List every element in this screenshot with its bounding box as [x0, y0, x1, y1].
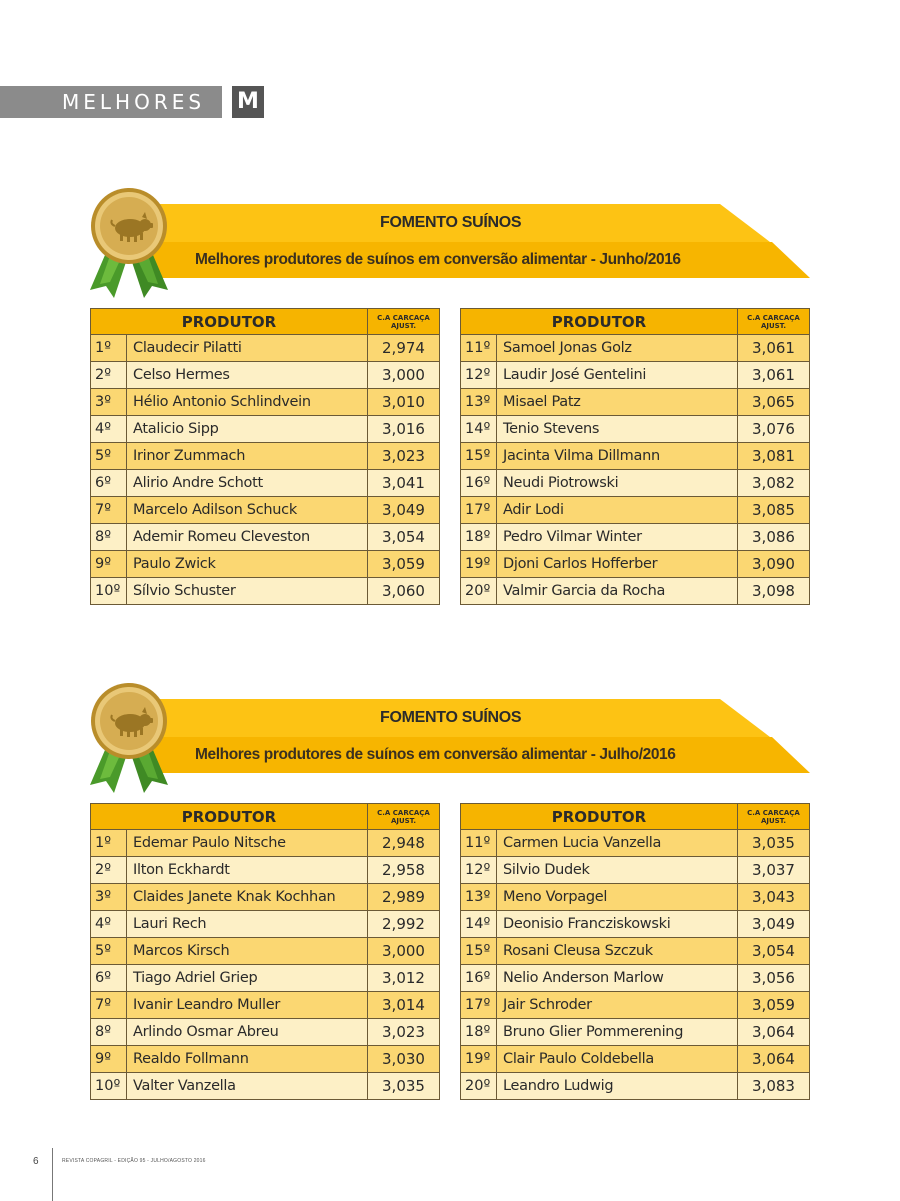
producer-name-cell: Marcos Kirsch	[127, 938, 368, 965]
table-row	[461, 470, 810, 497]
rank-cell: 15º	[461, 938, 497, 965]
table-row	[91, 416, 440, 443]
ranking-table-right	[460, 308, 810, 605]
rank-cell: 8º	[91, 524, 127, 551]
producer-name-cell: Jair Schroder	[497, 992, 738, 1019]
rank-cell: 19º	[461, 1046, 497, 1073]
producer-name-cell: Nelio Anderson Marlow	[497, 965, 738, 992]
producer-name-cell: Alirio Andre Schott	[127, 470, 368, 497]
rank-cell: 13º	[461, 389, 497, 416]
rank-cell: 14º	[461, 416, 497, 443]
rank-cell: 17º	[461, 992, 497, 1019]
rank-cell: 5º	[91, 938, 127, 965]
footer-divider	[52, 1148, 53, 1201]
rank-cell: 7º	[91, 497, 127, 524]
table-row	[461, 497, 810, 524]
column-header-produtor: PRODUTOR	[91, 309, 368, 335]
ca-value-cell: 2,974	[368, 335, 440, 362]
ca-value-cell: 3,023	[368, 443, 440, 470]
table-row	[461, 443, 810, 470]
producer-name-cell: Marcelo Adilson Schuck	[127, 497, 368, 524]
table-row	[461, 578, 810, 605]
table-row	[91, 857, 440, 884]
producer-name-cell: Clair Paulo Coldebella	[497, 1046, 738, 1073]
producer-name-cell: Djoni Carlos Hofferber	[497, 551, 738, 578]
ca-value-cell: 3,082	[738, 470, 810, 497]
producer-name-cell: Bruno Glier Pommerening	[497, 1019, 738, 1046]
rank-cell: 3º	[91, 389, 127, 416]
producer-name-cell: Atalicio Sipp	[127, 416, 368, 443]
rank-cell: 12º	[461, 362, 497, 389]
rank-cell: 20º	[461, 1073, 497, 1100]
table-row	[91, 911, 440, 938]
producer-name-cell: Arlindo Osmar Abreu	[127, 1019, 368, 1046]
column-header-ca-line2: AJUST.	[760, 816, 787, 825]
column-header-produtor: PRODUTOR	[461, 309, 738, 335]
table-row	[461, 551, 810, 578]
section-title: MELHORES	[62, 90, 206, 114]
ca-value-cell: 3,014	[368, 992, 440, 1019]
ca-value-cell: 3,030	[368, 1046, 440, 1073]
ca-value-cell: 3,000	[368, 362, 440, 389]
ca-value-cell: 3,090	[738, 551, 810, 578]
medal-pig-icon	[88, 681, 170, 801]
producer-name-cell: Adir Lodi	[497, 497, 738, 524]
table-row	[91, 938, 440, 965]
table-row	[91, 524, 440, 551]
table-row	[91, 551, 440, 578]
rank-cell: 6º	[91, 965, 127, 992]
table-row	[461, 965, 810, 992]
banner-subtitle: Melhores produtores de suínos em conversão alimentar - Julho/2016	[195, 746, 676, 763]
table-row	[461, 362, 810, 389]
rank-cell: 1º	[91, 335, 127, 362]
column-header-ca-line2: AJUST.	[760, 321, 787, 330]
ca-value-cell: 3,056	[738, 965, 810, 992]
rank-cell: 16º	[461, 470, 497, 497]
table-row	[461, 884, 810, 911]
ca-value-cell: 3,041	[368, 470, 440, 497]
producer-name-cell: Claudecir Pilatti	[127, 335, 368, 362]
ca-value-cell: 3,083	[738, 1073, 810, 1100]
producer-name-cell: Ademir Romeu Cleveston	[127, 524, 368, 551]
rank-cell: 14º	[461, 911, 497, 938]
rank-cell: 1º	[91, 830, 127, 857]
ca-value-cell: 3,059	[368, 551, 440, 578]
banner-subtitle: Melhores produtores de suínos em conversão alimentar - Junho/2016	[195, 251, 681, 268]
table-row	[461, 830, 810, 857]
table-row	[461, 938, 810, 965]
rank-cell: 11º	[461, 335, 497, 362]
ca-value-cell: 3,054	[738, 938, 810, 965]
rank-cell: 3º	[91, 884, 127, 911]
rank-cell: 8º	[91, 1019, 127, 1046]
rank-cell: 18º	[461, 1019, 497, 1046]
table-row	[461, 1073, 810, 1100]
ca-value-cell: 3,012	[368, 965, 440, 992]
banner-title: FOMENTO SUÍNOS	[380, 214, 522, 231]
rank-cell: 12º	[461, 857, 497, 884]
ca-value-cell: 2,958	[368, 857, 440, 884]
ca-value-cell: 3,035	[738, 830, 810, 857]
column-header-ca-line2: AJUST.	[390, 816, 417, 825]
column-header-ca	[368, 309, 440, 335]
producer-name-cell: Silvio Dudek	[497, 857, 738, 884]
ca-value-cell: 3,085	[738, 497, 810, 524]
ca-value-cell: 3,064	[738, 1019, 810, 1046]
ca-value-cell: 3,060	[368, 578, 440, 605]
ranking-block	[0, 204, 900, 600]
ca-value-cell: 3,043	[738, 884, 810, 911]
ca-value-cell: 3,061	[738, 362, 810, 389]
table-row	[91, 830, 440, 857]
ca-value-cell: 3,098	[738, 578, 810, 605]
producer-name-cell: Neudi Piotrowski	[497, 470, 738, 497]
table-row	[91, 389, 440, 416]
column-header-produtor: PRODUTOR	[91, 804, 368, 830]
column-header-ca-line1: C.A CARCAÇA	[377, 313, 430, 322]
producer-name-cell: Lauri Rech	[127, 911, 368, 938]
producer-name-cell: Tiago Adriel Griep	[127, 965, 368, 992]
table-row	[461, 389, 810, 416]
table-row	[91, 497, 440, 524]
producer-name-cell: Pedro Vilmar Winter	[497, 524, 738, 551]
table-row	[461, 416, 810, 443]
table-row	[91, 1019, 440, 1046]
rank-cell: 20º	[461, 578, 497, 605]
producer-name-cell: Valmir Garcia da Rocha	[497, 578, 738, 605]
ca-value-cell: 3,059	[738, 992, 810, 1019]
table-row	[91, 1046, 440, 1073]
rank-cell: 11º	[461, 830, 497, 857]
table-row	[461, 857, 810, 884]
rank-cell: 16º	[461, 965, 497, 992]
rank-cell: 19º	[461, 551, 497, 578]
ca-value-cell: 3,064	[738, 1046, 810, 1073]
rank-cell: 7º	[91, 992, 127, 1019]
rank-cell: 15º	[461, 443, 497, 470]
producer-name-cell: Meno Vorpagel	[497, 884, 738, 911]
table-row	[91, 1073, 440, 1100]
producer-name-cell: Laudir José Gentelini	[497, 362, 738, 389]
ranking-table-left	[90, 803, 440, 1100]
banner-title: FOMENTO SUÍNOS	[380, 709, 522, 726]
table-row	[461, 1046, 810, 1073]
producer-name-cell: Ilton Eckhardt	[127, 857, 368, 884]
ca-value-cell: 3,061	[738, 335, 810, 362]
ca-value-cell: 3,049	[368, 497, 440, 524]
rank-cell: 9º	[91, 551, 127, 578]
table-row	[461, 992, 810, 1019]
footer-publication: REVISTA COPAGRIL - EDIÇÃO 95 - JULHO/AGOSTO 2016	[62, 1158, 206, 1164]
ca-value-cell: 3,086	[738, 524, 810, 551]
rank-cell: 4º	[91, 416, 127, 443]
ca-value-cell: 3,065	[738, 389, 810, 416]
rank-cell: 6º	[91, 470, 127, 497]
ca-value-cell: 3,049	[738, 911, 810, 938]
rank-cell: 2º	[91, 362, 127, 389]
producer-name-cell: Carmen Lucia Vanzella	[497, 830, 738, 857]
table-row	[461, 335, 810, 362]
producer-name-cell: Tenio Stevens	[497, 416, 738, 443]
producer-name-cell: Realdo Follmann	[127, 1046, 368, 1073]
ca-value-cell: 3,054	[368, 524, 440, 551]
producer-name-cell: Leandro Ludwig	[497, 1073, 738, 1100]
table-row	[461, 1019, 810, 1046]
table-row	[91, 362, 440, 389]
ca-value-cell: 2,948	[368, 830, 440, 857]
producer-name-cell: Deonisio Francziskowski	[497, 911, 738, 938]
table-row	[461, 911, 810, 938]
ca-value-cell: 2,989	[368, 884, 440, 911]
column-header-ca-line1: C.A CARCAÇA	[747, 808, 800, 817]
rank-cell: 4º	[91, 911, 127, 938]
table-row	[91, 884, 440, 911]
rank-cell: 9º	[91, 1046, 127, 1073]
ranking-table-left	[90, 308, 440, 605]
ca-value-cell: 3,010	[368, 389, 440, 416]
producer-name-cell: Ivanir Leandro Muller	[127, 992, 368, 1019]
medal-pig-icon	[88, 186, 170, 306]
table-row	[91, 992, 440, 1019]
producer-name-cell: Misael Patz	[497, 389, 738, 416]
ca-value-cell: 3,037	[738, 857, 810, 884]
rank-cell: 18º	[461, 524, 497, 551]
column-header-ca-line1: C.A CARCAÇA	[377, 808, 430, 817]
rank-cell: 10º	[91, 1073, 127, 1100]
rank-cell: 13º	[461, 884, 497, 911]
table-row	[91, 470, 440, 497]
page-number: 6	[33, 1156, 39, 1167]
ca-value-cell: 3,035	[368, 1073, 440, 1100]
rank-cell: 5º	[91, 443, 127, 470]
producer-name-cell: Sílvio Schuster	[127, 578, 368, 605]
ca-value-cell: 3,023	[368, 1019, 440, 1046]
section-badge: M	[232, 86, 264, 118]
rank-cell: 17º	[461, 497, 497, 524]
producer-name-cell: Hélio Antonio Schlindvein	[127, 389, 368, 416]
ca-value-cell: 3,000	[368, 938, 440, 965]
column-header-ca	[738, 804, 810, 830]
ranking-block	[0, 699, 900, 1095]
ca-value-cell: 3,016	[368, 416, 440, 443]
producer-name-cell: Jacinta Vilma Dillmann	[497, 443, 738, 470]
column-header-ca	[368, 804, 440, 830]
column-header-ca-line2: AJUST.	[390, 321, 417, 330]
ca-value-cell: 3,081	[738, 443, 810, 470]
column-header-ca	[738, 309, 810, 335]
producer-name-cell: Irinor Zummach	[127, 443, 368, 470]
producer-name-cell: Samoel Jonas Golz	[497, 335, 738, 362]
table-row	[91, 965, 440, 992]
rank-cell: 2º	[91, 857, 127, 884]
producer-name-cell: Valter Vanzella	[127, 1073, 368, 1100]
table-row	[91, 335, 440, 362]
producer-name-cell: Claides Janete Knak Kochhan	[127, 884, 368, 911]
table-row	[91, 578, 440, 605]
table-row	[91, 443, 440, 470]
producer-name-cell: Paulo Zwick	[127, 551, 368, 578]
producer-name-cell: Celso Hermes	[127, 362, 368, 389]
ranking-table-right	[460, 803, 810, 1100]
ca-value-cell: 2,992	[368, 911, 440, 938]
rank-cell: 10º	[91, 578, 127, 605]
table-row	[461, 524, 810, 551]
ca-value-cell: 3,076	[738, 416, 810, 443]
column-header-ca-line1: C.A CARCAÇA	[747, 313, 800, 322]
column-header-produtor: PRODUTOR	[461, 804, 738, 830]
producer-name-cell: Rosani Cleusa Szczuk	[497, 938, 738, 965]
producer-name-cell: Edemar Paulo Nitsche	[127, 830, 368, 857]
